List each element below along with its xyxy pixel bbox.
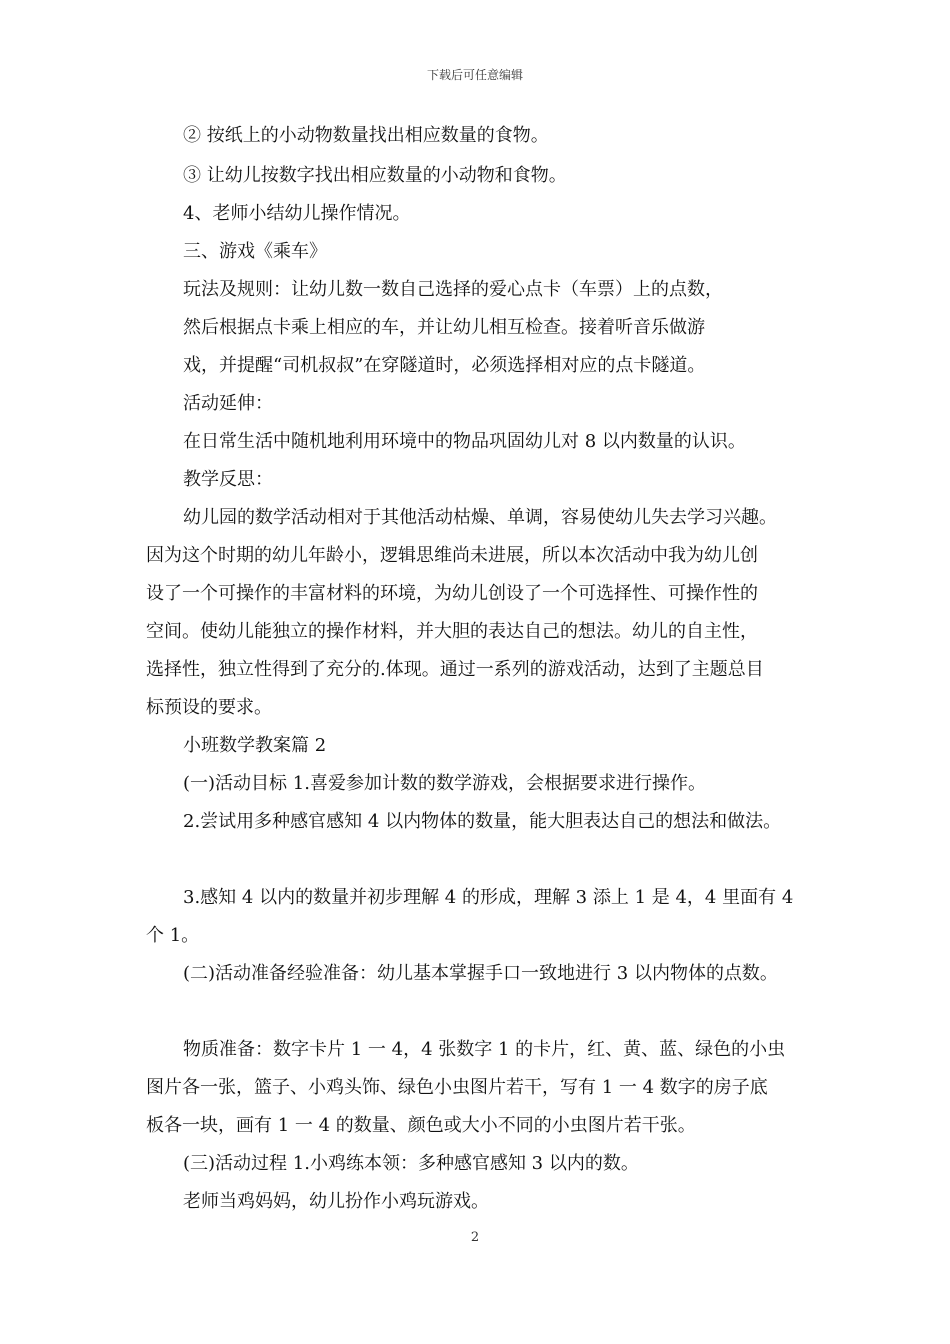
- section-heading: 三、游戏《乘车》: [183, 241, 327, 262]
- text-line: 图片各一张，篮子、小鸡头饰、绿色小虫图片若干，写有 1 一 4 数字的房子底: [146, 1077, 768, 1098]
- text-line: (一)活动目标 1.喜爱参加计数的数学游戏，会根据要求进行操作。: [183, 773, 706, 794]
- text-line: 因为这个时期的幼儿年龄小，逻辑思维尚未进展，所以本次活动中我为幼儿创: [146, 545, 758, 566]
- text-line: 3.感知 4 以内的数量并初步理解 4 的形成，理解 3 添上 1 是 4，4 里面有 4: [183, 887, 794, 908]
- text-line: 玩法及规则：让幼儿数一数自己选择的爱心点卡（车票）上的点数，: [183, 279, 723, 300]
- text-line: 2.尝试用多种感官感知 4 以内物体的数量，能大胆表达自己的想法和做法。: [183, 811, 782, 832]
- section-heading: 教学反思：: [183, 469, 273, 490]
- text-line: 设了一个可操作的丰富材料的环境，为幼儿创设了一个可选择性、可操作性的: [146, 583, 758, 604]
- text-line: 标预设的要求。: [146, 697, 272, 718]
- text-line: 然后根据点卡乘上相应的车，并让幼儿相互检查。接着听音乐做游: [183, 317, 705, 338]
- text-line: 空间。使幼儿能独立的操作材料，并大胆的表达自己的想法。幼儿的自主性，: [146, 621, 758, 642]
- section-heading: 活动延伸：: [183, 393, 273, 414]
- text-line: 4、老师小结幼儿操作情况。: [183, 203, 411, 224]
- text-line: 幼儿园的数学活动相对于其他活动枯燥、单调，容易使幼儿失去学习兴趣。: [183, 507, 777, 528]
- text-line: (三)活动过程 1.小鸡练本领：多种感官感知 3 以内的数。: [183, 1153, 639, 1174]
- text-line: ③ 让幼儿按数字找出相应数量的小动物和食物。: [183, 165, 567, 186]
- page-header: 下载后可任意编辑: [426, 68, 523, 82]
- page-number: 2: [470, 1230, 480, 1245]
- text-line: 老师当鸡妈妈，幼儿扮作小鸡玩游戏。: [183, 1191, 489, 1212]
- text-line: ② 按纸上的小动物数量找出相应数量的食物。: [183, 125, 549, 146]
- text-line: 个 1。: [146, 925, 200, 946]
- text-line: (二)活动准备经验准备：幼儿基本掌握手口一致地进行 3 以内物体的点数。: [183, 963, 778, 984]
- text-line: 物质准备：数字卡片 1 一 4，4 张数字 1 的卡片，红、黄、蓝、绿色的小虫: [183, 1039, 786, 1060]
- text-line: 选择性，独立性得到了充分的.体现。通过一系列的游戏活动，达到了主题总目: [146, 659, 764, 680]
- text-line: 板各一块，画有 1 一 4 的数量、颜色或大小不同的小虫图片若干张。: [146, 1115, 696, 1136]
- section-heading: 小班数学教案篇 2: [183, 735, 327, 756]
- text-line: 在日常生活中随机地利用环境中的物品巩固幼儿对 8 以内数量的认识。: [183, 431, 746, 452]
- text-line: 戏，并提醒“司机叔叔”在穿隧道时，必须选择相对应的点卡隧道。: [183, 355, 706, 376]
